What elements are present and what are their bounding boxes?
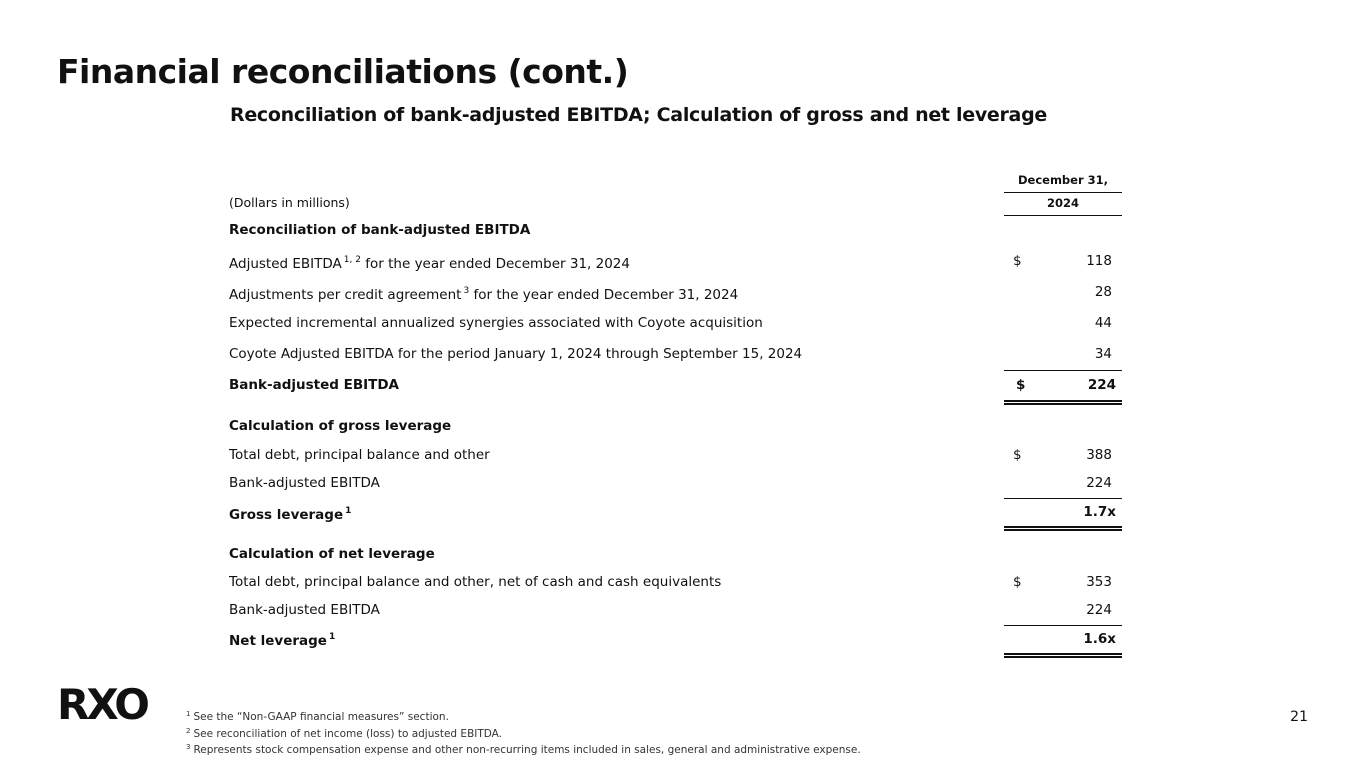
page-number: 21 bbox=[1290, 709, 1308, 725]
footnotes bbox=[186, 708, 861, 758]
double-rule-top bbox=[1004, 400, 1122, 402]
total-bank-adjusted-ebitda-value: 224 bbox=[1087, 377, 1116, 393]
row-adjusted-ebitda-label: Adjusted EBITDA $^{1, 2}$ for the year ended December 31, 2024 bbox=[229, 255, 630, 272]
gross-leverage-label: Gross leverage $^1$ bbox=[229, 506, 352, 523]
double-rule-bottom bbox=[1004, 529, 1122, 531]
footnote-3: $^3$ Represents stock compensation expense and other non-recurring items included in sales, general and administrative expense. bbox=[186, 743, 861, 756]
footnote-ref: 1 bbox=[328, 632, 336, 642]
row-net-ebitda-value: 224 bbox=[1086, 602, 1112, 618]
section-title-gross-leverage: Calculation of gross leverage bbox=[229, 418, 452, 434]
currency-symbol: $ bbox=[1013, 253, 1022, 269]
row-synergies-label: Expected incremental annualized synergies associated with Coyote acquisition bbox=[229, 315, 763, 331]
row-net-ebitda-label: Bank-adjusted EBITDA bbox=[229, 602, 380, 618]
year-header: 2024 bbox=[1046, 196, 1079, 210]
period-header: December 31, bbox=[1017, 173, 1109, 187]
row-net-debt-value: 353 bbox=[1086, 574, 1112, 590]
row-gross-ebitda-label: Bank-adjusted EBITDA bbox=[229, 475, 380, 491]
section-title-bank-adjusted-ebitda: Reconciliation of bank-adjusted EBITDA bbox=[229, 222, 531, 238]
page-title: Financial reconciliations (cont.) bbox=[57, 52, 629, 91]
currency-symbol: $ bbox=[1013, 574, 1022, 590]
row-coyote-ebitda-value: 34 bbox=[1094, 346, 1112, 362]
subtotal-rule bbox=[1004, 625, 1122, 626]
footnote-2: $^2$ See reconciliation of net income (loss) to adjusted EBITDA. bbox=[186, 726, 503, 740]
row-synergies-value: 44 bbox=[1094, 315, 1112, 331]
section-title-net-leverage: Calculation of net leverage bbox=[229, 546, 435, 562]
row-net-debt-label: Total debt, principal balance and other, net of cash and cash equivalents bbox=[229, 574, 722, 590]
row-adjusted-ebitda-value: 118 bbox=[1086, 253, 1112, 269]
double-rule-top bbox=[1004, 653, 1122, 655]
total-bank-adjusted-ebitda-label: Bank-adjusted EBITDA bbox=[229, 377, 400, 393]
footnote-ref: 1, 2 bbox=[343, 255, 361, 265]
footnote-ref: 1 bbox=[345, 506, 352, 516]
currency-symbol: $ bbox=[1013, 447, 1022, 463]
header-rule-top bbox=[1004, 192, 1122, 193]
currency-symbol: $ bbox=[1016, 377, 1026, 393]
table-subtitle: Reconciliation of bank-adjusted EBITDA; Calculation of gross and net leverage bbox=[230, 104, 1047, 126]
double-rule-bottom bbox=[1004, 403, 1122, 405]
row-coyote-ebitda-label: Coyote Adjusted EBITDA for the period January 1, 2024 through September 15, 2024 bbox=[229, 346, 803, 362]
row-total-debt-label: Total debt, principal balance and other bbox=[229, 447, 490, 463]
subtotal-rule bbox=[1004, 370, 1122, 371]
units-label: (Dollars in millions) bbox=[229, 195, 350, 210]
footnote-1: $^1$ See the “Non-GAAP financial measures” section. bbox=[186, 710, 449, 723]
row-adjustments-value: 28 bbox=[1094, 284, 1112, 300]
row-adjustments-label: Adjustments per credit agreement $^3$ for the year ended December 31, 2024 bbox=[229, 286, 739, 303]
row-gross-ebitda-value: 224 bbox=[1086, 475, 1112, 491]
net-leverage-label: Net leverage $^1$ bbox=[229, 632, 336, 649]
double-rule-top bbox=[1004, 526, 1122, 528]
header-rule-bottom bbox=[1004, 215, 1122, 216]
row-total-debt-value: 388 bbox=[1086, 447, 1112, 463]
double-rule-bottom bbox=[1004, 656, 1122, 658]
footnote-ref: 3 bbox=[463, 286, 470, 296]
subtotal-rule bbox=[1004, 498, 1122, 499]
net-leverage-value: 1.6x bbox=[1083, 631, 1116, 647]
rxo-logo: RXO bbox=[57, 680, 147, 729]
gross-leverage-value: 1.7x bbox=[1083, 504, 1116, 520]
